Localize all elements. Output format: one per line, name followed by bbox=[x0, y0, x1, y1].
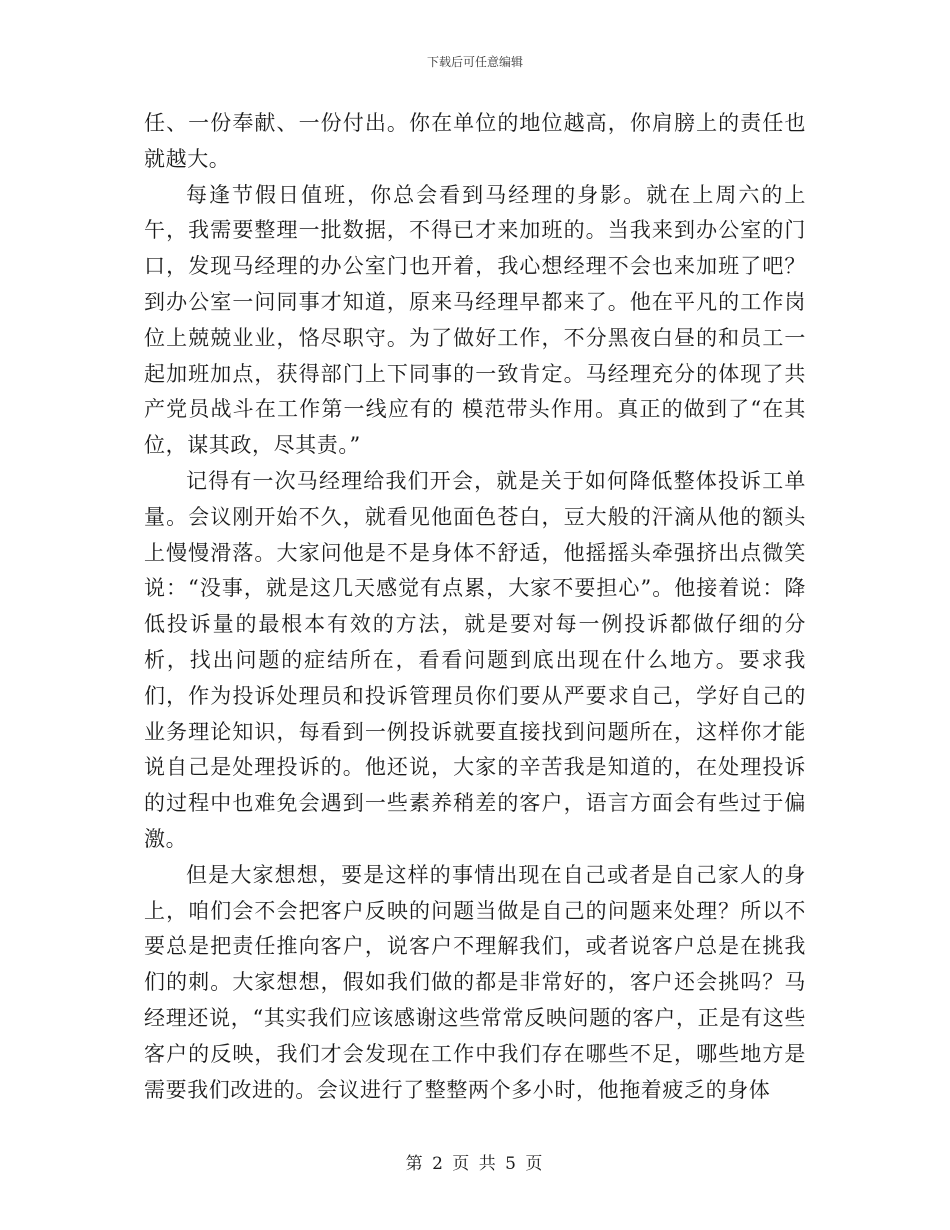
document-body bbox=[144, 106, 806, 1108]
paragraph-1: 任、一份奉献、一份付出。你在单位的地位越高，你肩膀上的责任也就越大。 bbox=[144, 111, 806, 171]
paragraph-3: 记得有一次马经理给我们开会，就是关于如何降低整体投诉工单量。会议刚开始不久，就看见他面色苍白，豆大般的汗滴从他的额头上慢慢滑落。大家问他是不是身体不舒适，他摇摇头牵强挤出点微笑说：“没事，就是这几天感觉有点累，大家不要担心”。他接着说：降低投诉量的最根本有效的方法，就是要对每一例投诉都做仔细的分析，找出问题的症结所在，看看问题到底出现在什么地方。要求我们，作为投诉处理员和投诉管理员你们要从严要求自己，学好自己的业务理论知识，每看到一例投诉就要直接找到问题所在，这样你才能说自己是处理投诉的。他还说，大家的辛苦我是知道的，在处理投诉的过程中也难免会遇到一些素养稍差的客户，语言方面会有些过于偏激。 bbox=[144, 468, 806, 851]
paragraph-4: 但是大家想想，要是这样的事情出现在自己或者是自己家人的身上，咱们会不会把客户反映的问题当做是自己的问题来处理？所以不要总是把责任推向客户，说客户不理解我们，或者说客户总是在挑我们的刺。大家想想，假如我们做的都是非常好的，客户还会挑吗？马经理还说，“其实我们应该感谢这些常常反映问题的客户，正是有这些客户的反映，我们才会发现在工作中我们存在哪些不足，哪些地方是需要我们改进的。会议进行了整整两个多小时，他拖着疲乏的身体 bbox=[144, 862, 806, 1102]
paragraph-2: 每逢节假日值班，你总会看到马经理的身影。就在上周六的上午，我需要整理一批数据，不得已才来加班的。当我来到办公室的门口，发现马经理的办公室门也开着，我心想经理不会也来加班了吧？到办公室一问同事才知道，原来马经理早都来了。他在平凡的工作岗位上兢兢业业，恪尽职守。为了做好工作，不分黑夜白昼的和员工一起加班加点，获得部门上下同事的一致肯定。马经理充分的体现了共产党员战斗在工作第一线应有的 模范带头作用。真正的做到了“在其位，谋其政，尽其责。” bbox=[144, 182, 806, 458]
page-header: 下载后可任意编辑 bbox=[426, 55, 523, 69]
page-number-footer: 第 2 页 共 5 页 bbox=[405, 1154, 545, 1174]
